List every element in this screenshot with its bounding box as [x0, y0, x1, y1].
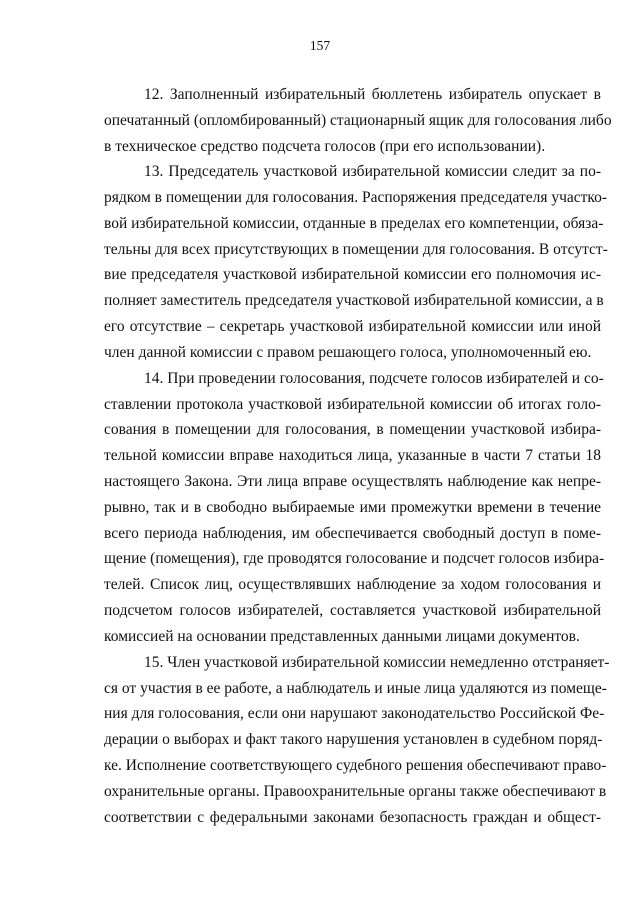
text-line: вой избирательной комиссии, отданные в пределах его компетенции, обяза-	[104, 215, 604, 232]
text-line: телей. Список лиц, осуществлявших наблюдение за ходом голосования и	[104, 576, 601, 593]
text-line: ке. Исполнение соответствующего судебного решения обеспечивают право-	[104, 757, 607, 774]
text-line: тельны для всех присутствующих в помещении для голосования. В отсутст-	[104, 241, 608, 258]
text-line: щение (помещения), где проводятся голосование и подсчет голосов избира-	[104, 550, 605, 567]
text-line: его отсутствие – секретарь участковой избирательной комиссии или иной	[104, 318, 601, 335]
text-line: ся от участия в ее работе, а наблюдатель и иные лица удаляются из помеще-	[104, 680, 607, 697]
text-line: настоящего Закона. Эти лица вправе осуществлять наблюдение как непре-	[104, 473, 601, 490]
text-line: охранительные органы. Правоохранительные органы также обеспечивают в	[104, 783, 607, 800]
text-line: 14. При проведении голосования, подсчете голосов избирателей и со-	[144, 370, 604, 387]
text-line: 12. Заполненный избирательный бюллетень избиратель опускает в	[144, 86, 601, 103]
text-line: рядком в помещении для голосования. Распоряжения председателя участко-	[104, 189, 608, 206]
page-number: 157	[309, 38, 331, 53]
text-line: комиссией на основании представленных данными лицами документов.	[104, 628, 580, 645]
text-line: ставлении протокола участковой избирательной комиссии об итогах голо-	[104, 396, 601, 413]
text-line: подсчетом голосов избирателей, составляется участковой избирательной	[104, 602, 601, 619]
text-line: тельной комиссии вправе находиться лица, указанные в части 7 статьи 18	[104, 447, 601, 464]
text-line: соответствии с федеральными законами безопасность граждан и общест-	[104, 809, 601, 826]
text-line: рывно, так и в свободно выбираемые ими промежутки времени в течение	[104, 499, 601, 516]
text-line: полняет заместитель председателя участковой избирательной комиссии, а в	[104, 292, 604, 309]
text-line: член данной комиссии с правом решающего голоса, уполномоченный ею.	[104, 344, 592, 361]
text-line: опечатанный (опломбированный) стационарный ящик для голосования либо	[104, 112, 612, 129]
text-line: в техническое средство подсчета голосов (при его использовании).	[104, 138, 546, 155]
text-line: 13. Председатель участковой избирательной комиссии следит за по-	[144, 163, 601, 180]
text-line: дерации о выборах и факт такого нарушения установлен в судебном поряд-	[104, 731, 603, 748]
text-line: 15. Член участковой избирательной комиссии немедленно отстраняет-	[144, 654, 610, 671]
text-line: вие председателя участковой избирательной комиссии его полномочия ис-	[104, 266, 601, 283]
text-line: всего периода наблюдения, им обеспечивается свободный доступ в поме-	[104, 525, 601, 542]
text-line: сования в помещении для голосования, в помещении участковой избира-	[104, 421, 601, 438]
text-line: ния для голосования, если они нарушают законодательство Российской Фе-	[104, 705, 605, 722]
